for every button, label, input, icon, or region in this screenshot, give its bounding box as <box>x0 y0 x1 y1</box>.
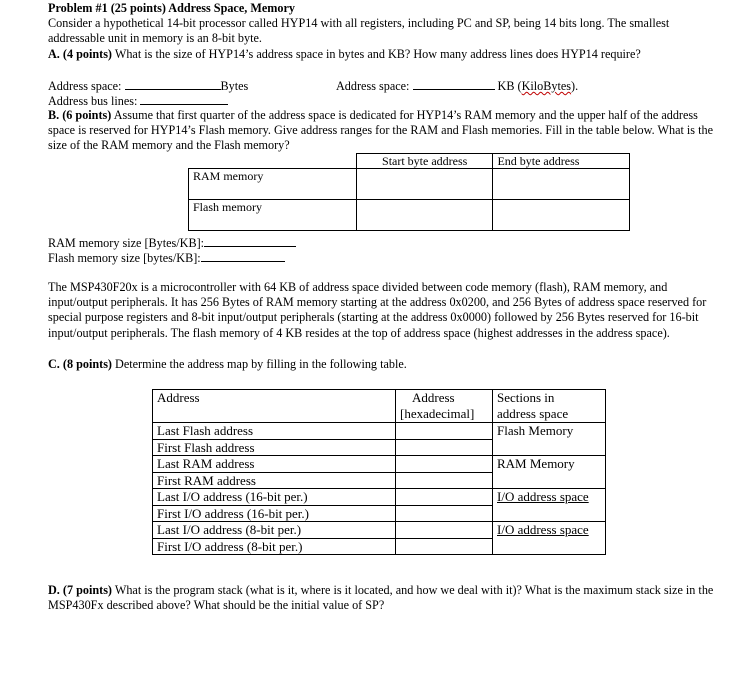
io16-section-text: I/O address space <box>497 489 589 504</box>
part-b-text: Assume that first quarter of the address space is dedicated for HYP14’s RAM memory and the upper half of the address space is reserved for HYP14’s Flash memory. Give address ranges for the RAM and Flash memories. Fill in the table below. What is the size of the RAM memory and the Flash memory? <box>48 108 713 153</box>
first-io8-hex-cell[interactable] <box>396 538 493 555</box>
bus-lines-label: Address bus lines: <box>48 94 141 108</box>
memory-range-table <box>188 153 630 231</box>
flash-end-cell[interactable] <box>493 200 630 231</box>
table-row <box>153 522 606 539</box>
address-map-table <box>152 389 606 555</box>
last-io16-hex-cell[interactable] <box>396 489 493 506</box>
part-c-question <box>48 357 407 372</box>
last-ram-hex-cell[interactable] <box>396 456 493 473</box>
hex-header-line-1: Address <box>412 390 455 405</box>
sections-header-line-1: Sections in <box>497 390 555 405</box>
address-space-bytes-blank[interactable] <box>125 78 221 90</box>
ram-section-cell: RAM Memory <box>493 456 606 489</box>
part-c-label: C. (8 points) <box>48 357 112 371</box>
last-io8-hex-cell[interactable] <box>396 522 493 539</box>
io8-section-cell <box>493 522 606 555</box>
part-d-question <box>48 583 716 613</box>
last-ram-label: Last RAM address <box>153 456 396 473</box>
memory-range-corner-cell <box>189 154 357 169</box>
part-a-text: What is the size of HYP14’s address space in bytes and KB? How many address lines does HYP14 require? <box>112 47 641 61</box>
ram-end-cell[interactable] <box>493 169 630 200</box>
address-space-label-1: Address space: <box>48 79 125 93</box>
address-column-header: Address <box>153 390 396 423</box>
flash-size-line <box>48 250 285 266</box>
table-row <box>153 456 606 473</box>
part-a-label: A. (4 points) <box>48 47 112 61</box>
ram-size-blank[interactable] <box>204 235 296 247</box>
msp430-description: The MSP430F20x is a microcontroller with 64 KB of address space divided between code memory (flash), RAM memory, and input/output peripherals. It has 256 Bytes of RAM memory starting at the address 0x0200, and 256 Bytes of address space reserved for special purpose registers and 8-bit input/output peripherals (starting at the address 0x0000) followed by 256 Bytes reserved for 16-bit input/output peripherals. The flash memory of 4 KB resides at the top of address space (highest addresses in the address space). <box>48 280 707 340</box>
bytes-unit: Bytes <box>220 79 249 93</box>
table-row <box>153 423 606 440</box>
table-row <box>189 169 630 200</box>
part-b-label: B. (6 points) <box>48 108 112 122</box>
ram-start-cell[interactable] <box>356 169 493 200</box>
first-ram-hex-cell[interactable] <box>396 472 493 489</box>
kb-unit-suffix: ). <box>571 79 579 93</box>
part-a-question <box>48 47 716 62</box>
start-byte-header: Start byte address <box>356 154 493 169</box>
flash-section-cell: Flash Memory <box>493 423 606 456</box>
last-flash-hex-cell[interactable] <box>396 423 493 440</box>
flash-size-blank[interactable] <box>201 250 285 262</box>
ram-size-label: RAM memory size [Bytes/KB]: <box>48 236 205 250</box>
ram-size-line <box>48 235 296 251</box>
first-io16-hex-cell[interactable] <box>396 505 493 522</box>
address-space-kb-line <box>336 78 578 94</box>
part-d-label: D. (7 points) <box>48 583 112 597</box>
problem-title: Problem #1 (25 points) Address Space, Memory <box>48 1 296 15</box>
last-flash-label: Last Flash address <box>153 423 396 440</box>
part-d-text: What is the program stack (what is it, where is it located, and how we deal with it)? What is the maximum stack size in the MSP430Fx described above? What should be the initial value of SP? <box>48 583 714 613</box>
hex-header-line-2: [hexadecimal] <box>400 405 475 421</box>
first-flash-label: First Flash address <box>153 439 396 456</box>
ram-memory-row-label: RAM memory <box>189 169 357 200</box>
flash-memory-row-label: Flash memory <box>189 200 357 231</box>
last-io16-label: Last I/O address (16-bit per.) <box>153 489 396 506</box>
sections-header-line-2: address space <box>497 405 569 421</box>
io16-section-cell <box>493 489 606 522</box>
address-map-header-row <box>153 390 606 423</box>
kb-unit-prefix: KB ( <box>497 79 522 93</box>
flash-size-label: Flash memory size [bytes/KB]: <box>48 251 201 265</box>
table-row <box>153 489 606 506</box>
flash-start-cell[interactable] <box>356 200 493 231</box>
last-io8-label: Last I/O address (8-bit per.) <box>153 522 396 539</box>
table-row <box>189 200 630 231</box>
io8-section-text: I/O address space <box>497 522 589 537</box>
address-bus-lines-line <box>48 93 228 109</box>
problem-intro: Consider a hypothetical 14-bit processor called HYP14 with all registers, including PC and SP, being 14 bits long. The smallest addressable unit in memory is an 8-bit byte. <box>48 16 670 46</box>
address-space-kb-blank[interactable] <box>413 78 495 90</box>
first-flash-hex-cell[interactable] <box>396 439 493 456</box>
part-c-text: Determine the address map by filling in the following table. <box>112 357 407 371</box>
memory-range-header-row <box>189 154 630 169</box>
sections-column-header <box>493 390 606 423</box>
first-ram-label: First RAM address <box>153 472 396 489</box>
part-b-question <box>48 108 716 154</box>
bus-lines-blank[interactable] <box>140 93 228 105</box>
end-byte-header: End byte address <box>493 154 630 169</box>
kb-unit-word: KiloBytes <box>521 79 572 93</box>
hex-column-header <box>396 390 493 423</box>
first-io16-label: First I/O address (16-bit per.) <box>153 505 396 522</box>
first-io8-label: First I/O address (8-bit per.) <box>153 538 396 555</box>
address-space-bytes-line <box>48 78 248 94</box>
address-space-label-2: Address space: <box>336 79 413 93</box>
